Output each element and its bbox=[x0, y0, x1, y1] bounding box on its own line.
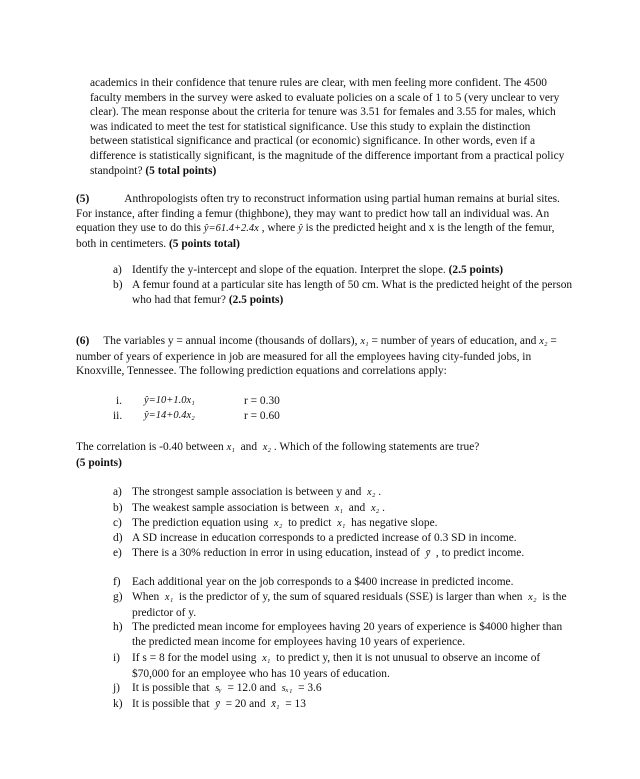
q6-item-d bbox=[113, 531, 573, 546]
q6-item-b-text: The weakest sample association is between bbox=[132, 502, 330, 514]
q6-item-c bbox=[113, 516, 573, 532]
intro-points: (5 total points) bbox=[145, 164, 217, 177]
q6-item-g-text: When bbox=[132, 591, 160, 603]
q6-item-g-label: g) bbox=[113, 591, 123, 603]
q6-item-j-mid: = 12.0 and bbox=[227, 682, 276, 694]
q6-x2: x₂ bbox=[539, 336, 548, 347]
q5-item-a-points: (2.5 points) bbox=[448, 264, 504, 276]
q6-item-h-label: h) bbox=[113, 621, 123, 633]
q6-item-b bbox=[113, 501, 573, 517]
q6-item-c-tail: has negative slope. bbox=[351, 517, 438, 529]
q6-correlation-statement bbox=[76, 440, 570, 470]
q6-item-k-mid: = 20 and bbox=[225, 698, 266, 710]
q6-item-k-sym: ȳ bbox=[215, 699, 220, 710]
q6-item-c-sym: x₂ bbox=[274, 518, 283, 529]
q6-item-e-tail: , to predict income. bbox=[435, 547, 525, 559]
q6-item-k-tail: = 13 bbox=[285, 698, 306, 710]
q6-item-g bbox=[113, 590, 573, 620]
q6-item-g-tail: is the predictor of y. bbox=[132, 591, 567, 619]
q6-item-e-label: e) bbox=[113, 547, 122, 559]
q6-item-e-text: There is a 30% reduction in error in using education, instead of bbox=[132, 547, 420, 559]
q6-eq-i-r: r = 0.30 bbox=[244, 395, 280, 407]
intro-paragraph bbox=[90, 76, 570, 178]
q6-item-k-text: It is possible that bbox=[132, 698, 210, 710]
q6-item-g-sym2: x₂ bbox=[528, 592, 537, 603]
q6-item-b-tail: . bbox=[382, 502, 385, 514]
q6-corr-and: and bbox=[240, 441, 258, 453]
q6-item-j-sym2: sₓ₁ bbox=[281, 683, 293, 694]
q6-text-2: = number of years of education, and bbox=[371, 335, 537, 347]
q6-item-a-text: The strongest sample association is between y and bbox=[132, 486, 362, 498]
q6-item-f-text: Each additional year on the job corresponds to a $400 increase in predicted income. bbox=[132, 576, 514, 588]
q6-item-d-label: d) bbox=[113, 532, 123, 544]
q5-points: (5 points total) bbox=[169, 237, 240, 250]
q5-text-a: Anthropologists often try to reconstruct information using partial human remains at burial sites. For instance, after finding a femur (thighbone), they may want to predict how tall an individual was. An equation they use to do this bbox=[76, 193, 560, 235]
q6-item-i-text: If s = 8 for the model using bbox=[132, 652, 257, 664]
q6-item-b-sym: x₁ bbox=[334, 503, 344, 514]
q6-item-g-mid: is the predictor of y, the sum of squared residuals (SSE) is larger than when bbox=[178, 591, 523, 603]
q6-item-a-tail: . bbox=[378, 486, 382, 498]
q6-item-h bbox=[113, 620, 573, 649]
q6-item-k-sym2: x̄₁ bbox=[271, 699, 280, 710]
question-6 bbox=[76, 334, 570, 379]
q6-eq-ii-r: r = 0.60 bbox=[244, 410, 280, 422]
q6-item-a bbox=[113, 485, 573, 501]
q6-item-a-label: a) bbox=[113, 486, 122, 498]
q6-item-j-sym: sᵧ bbox=[215, 683, 222, 694]
q5-item-b-label: b) bbox=[113, 279, 123, 291]
q6-number: (6) bbox=[76, 335, 90, 347]
q6-item-i bbox=[113, 651, 573, 681]
q6-corr-text-a: The correlation is -0.40 between bbox=[76, 441, 224, 453]
q6-corr-x1: x₁ bbox=[226, 442, 235, 453]
q6-item-c-mid: to predict bbox=[288, 517, 332, 529]
q5-item-b-points: (2.5 points) bbox=[228, 293, 284, 306]
q6-item-c-label: c) bbox=[113, 517, 122, 529]
q6-item-d-text: A SD increase in education corresponds to a predicted increase of 0.3 SD in income. bbox=[132, 532, 517, 544]
q5-item-b-text: A femur found at a particular site has length of 50 cm. What is the predicted height of the person who had that femur? bbox=[132, 279, 573, 306]
intro-text: academics in their confidence that tenure rules are clear, with men feeling more confident. The 4500 faculty members in the survey were asked to evaluate policies on a scale of 1 to 5 (very unclear to very clear). The mean response about the criteria for tenure was 3.51 for females and 3.55 for males, which was indicated to meet the test for statistical significance. Use this study to explain the distinction between statistical significance and practical (or economic) significance. In other words, even if a difference is statistically significant, is the magnitude of the difference important from a practical policy standpoint? bbox=[90, 77, 565, 177]
q6-item-j bbox=[113, 681, 573, 697]
q6-text-3: = number of years of experience in job are measured for all the employees having city-funded jobs, in Knoxville, Tennessee. The following prediction equations and correlations apply: bbox=[76, 335, 557, 378]
q5-text-b: , where bbox=[261, 222, 296, 235]
q6-item-k bbox=[113, 697, 573, 713]
q6-item-h-text: The predicted mean income for employees having 20 years of experience is $4000 higher than the predicted mean income for employees having 10 years of experience. bbox=[132, 621, 563, 648]
q6-item-k-label: k) bbox=[113, 698, 123, 710]
q6-item-b-sym2: x₂ bbox=[370, 503, 380, 514]
q5-item-b bbox=[113, 278, 573, 307]
q6-item-e-sym: ȳ bbox=[425, 548, 431, 559]
q5-text-c: is the predicted height and x is the length of the femur, both in centimeters. bbox=[76, 222, 555, 250]
q6-item-g-sym: x₁ bbox=[164, 592, 174, 603]
q6-item-f-label: f) bbox=[113, 576, 121, 588]
q6-text-1: The variables y = annual income (thousands of dollars), bbox=[103, 335, 358, 347]
q6-item-j-tail: = 3.6 bbox=[298, 682, 322, 694]
q6-eq-i: ŷ=10+1.0x₁ bbox=[144, 395, 195, 406]
q6-corr-text-b: . Which of the following statements are true? bbox=[273, 441, 480, 453]
q6-eq-ii-label: ii. bbox=[113, 410, 123, 422]
q5-yhat: ŷ bbox=[298, 223, 303, 235]
q6-item-j-label: j) bbox=[113, 682, 120, 694]
q6-eq-i-label: i. bbox=[116, 395, 123, 407]
q6-eq-ii: ŷ=14+0.4x₂ bbox=[144, 410, 195, 421]
q6-item-c-sym2: x₁ bbox=[337, 518, 346, 529]
q6-item-j-text: It is possible that bbox=[132, 682, 210, 694]
q5-item-a-label: a) bbox=[113, 264, 122, 276]
q5-item-a bbox=[113, 263, 573, 278]
q5-number: (5) bbox=[76, 193, 90, 205]
q6-item-a-sym: x₂ bbox=[367, 487, 376, 498]
q5-item-a-text: Identify the y-intercept and slope of the equation. Interpret the slope. bbox=[132, 264, 446, 276]
q6-item-i-tail: to predict y, then it is not unusual to observe an income of $70,000 for an employee who has 10 years of education. bbox=[132, 652, 541, 680]
q6-item-e bbox=[113, 546, 573, 562]
q6-corr-x2: x₂ bbox=[262, 442, 272, 453]
q6-item-i-sym: x₁ bbox=[262, 653, 271, 664]
q6-item-i-label: i) bbox=[113, 652, 120, 664]
q6-x1: x₁ bbox=[360, 336, 369, 347]
q6-item-b-mid: and bbox=[348, 502, 366, 514]
q6-item-b-label: b) bbox=[113, 502, 123, 514]
q6-item-c-text: The prediction equation using bbox=[132, 517, 269, 529]
q5-equation: ŷ=61.4+2.4x bbox=[203, 223, 259, 235]
question-5 bbox=[76, 192, 570, 251]
q6-points: (5 points) bbox=[76, 456, 122, 469]
q6-item-f bbox=[113, 575, 573, 590]
